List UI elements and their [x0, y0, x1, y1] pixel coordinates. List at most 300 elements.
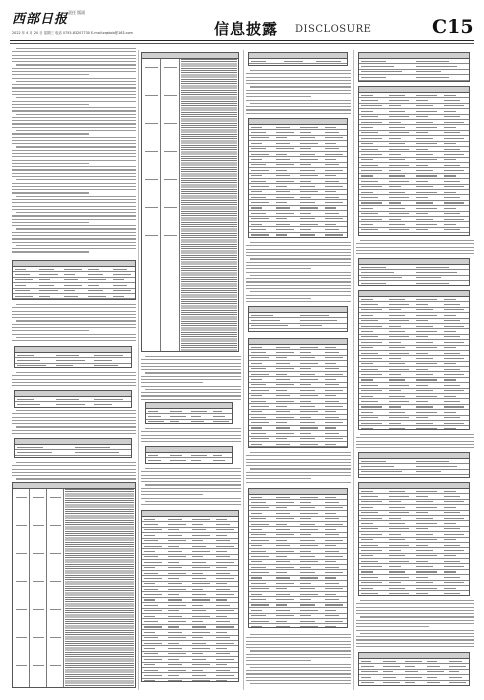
table-cell-text	[216, 643, 234, 644]
table-cell-text	[361, 666, 374, 667]
table-cell-text	[39, 290, 57, 291]
table-cell-text	[389, 555, 406, 556]
text-line	[141, 395, 241, 396]
text-line	[12, 248, 136, 249]
table-cell-text	[325, 513, 336, 514]
table-row	[249, 64, 347, 66]
text-line	[141, 399, 241, 400]
table-cell-text	[325, 502, 340, 503]
table-cell-text	[251, 507, 269, 508]
table-cell-text	[276, 148, 294, 149]
table-cell-text	[389, 143, 406, 144]
table-cell-text	[64, 296, 79, 297]
table-cell-text	[416, 235, 433, 236]
text-line	[356, 636, 474, 637]
table-cell-text	[216, 551, 227, 552]
text-line	[12, 433, 136, 434]
data-table	[248, 52, 348, 66]
table-cell-text	[276, 545, 291, 546]
table-cell-text	[144, 535, 155, 536]
table-cell-text	[251, 213, 266, 214]
table-cell-text	[444, 159, 456, 160]
text-line	[12, 189, 136, 190]
table-cell-text	[389, 496, 410, 497]
table-cell-text	[191, 460, 201, 461]
table-cell-text	[15, 285, 26, 286]
table-row	[249, 624, 347, 628]
text-line	[246, 298, 311, 299]
table-row	[146, 420, 232, 424]
table-cell-text	[444, 186, 465, 187]
table-cell-text	[64, 279, 79, 280]
table-cell-text	[444, 326, 465, 327]
table-cell-text	[416, 111, 437, 112]
text-line	[141, 392, 241, 393]
table-cell-text	[444, 363, 456, 364]
table-cell-text	[325, 411, 336, 412]
text-line	[12, 169, 136, 170]
table-cell-text	[325, 224, 336, 225]
table-cell-text	[361, 550, 382, 551]
table-cell-text	[300, 577, 318, 578]
table-cell-text	[251, 599, 266, 600]
article-body	[141, 468, 241, 507]
table-cell-text	[389, 331, 406, 332]
text-line	[12, 120, 136, 121]
table-cell-text	[361, 379, 373, 380]
table-cell-text	[416, 326, 433, 327]
table-cell-text	[325, 154, 343, 155]
table-cell-text	[191, 416, 201, 417]
table-cell-text	[361, 423, 382, 424]
text-line	[246, 472, 351, 473]
table-cell-text	[383, 671, 393, 672]
table-cell-text	[416, 466, 457, 467]
table-cell-text	[168, 583, 182, 584]
table-cell-text	[416, 105, 433, 106]
table-cell-text	[389, 192, 406, 193]
table-cell-text	[427, 666, 440, 667]
data-table	[358, 258, 470, 286]
table-cell-text	[192, 632, 210, 633]
text-line	[12, 133, 89, 134]
table-cell-text	[389, 363, 406, 364]
table-cell-text	[444, 518, 465, 519]
table-cell-text	[300, 567, 311, 568]
table-cell-text	[405, 661, 422, 662]
table-cell-text	[56, 399, 79, 400]
table-cell-text	[444, 571, 456, 572]
table-cell-text	[416, 71, 441, 72]
table-cell-text	[325, 395, 336, 396]
table-cell-text	[325, 357, 343, 358]
text-line	[12, 430, 136, 431]
table-cell-text	[405, 671, 418, 672]
table-cell-text	[276, 406, 287, 407]
table-cell-text	[427, 661, 437, 662]
table-cell-text	[300, 615, 311, 616]
table-cell-text	[444, 534, 465, 535]
table-cell-text	[300, 127, 318, 128]
text-line	[12, 225, 136, 226]
table-cell-text	[216, 616, 227, 617]
table-cell-text	[444, 561, 461, 562]
table-cell-text	[216, 573, 230, 574]
table-cell-text	[168, 519, 182, 520]
data-table	[141, 510, 239, 682]
text-line	[246, 644, 351, 645]
table-cell-text	[17, 399, 34, 400]
text-line	[12, 311, 136, 312]
text-line	[12, 176, 136, 177]
table-cell-text	[444, 582, 465, 583]
table-cell-text	[276, 401, 294, 402]
column-divider	[353, 50, 354, 690]
text-line	[16, 196, 136, 197]
text-line	[12, 417, 136, 418]
table-cell-text	[325, 626, 336, 627]
table-cell-text	[216, 675, 234, 676]
table-cell-text	[148, 416, 161, 417]
table-cell-text	[389, 208, 406, 209]
article-body	[141, 428, 241, 444]
table-cell-text	[251, 347, 262, 348]
table-cell-text	[361, 277, 402, 278]
table-cell-text	[64, 285, 82, 286]
table-cell-text	[325, 417, 340, 418]
table-cell-text	[251, 577, 262, 578]
table-cell-text	[33, 665, 44, 666]
table-cell-text	[361, 304, 378, 305]
table-cell-text	[192, 540, 203, 541]
table-cell-text	[251, 567, 266, 568]
text-line	[356, 253, 474, 254]
table-cell-text	[251, 197, 266, 198]
section-title: 信息披露	[214, 20, 279, 38]
table-cell-text	[276, 218, 287, 219]
text-line	[12, 74, 89, 75]
table-cell-text	[144, 659, 162, 660]
table-cell-text	[251, 374, 269, 375]
table-cell-text	[416, 471, 441, 472]
table-cell-text	[168, 653, 186, 654]
table-cell-text	[276, 207, 291, 208]
table-cell-text	[168, 616, 182, 617]
table-cell-text	[405, 677, 422, 678]
table-cell-text	[361, 593, 378, 594]
table-cell-text	[144, 594, 162, 595]
text-line	[141, 498, 241, 499]
table-cell-text	[276, 417, 294, 418]
table-cell-text	[325, 374, 343, 375]
table-cell-text	[300, 411, 318, 412]
table-cell-text	[192, 573, 203, 574]
table-cell-text	[444, 197, 461, 198]
table-cell-text	[389, 396, 406, 397]
table-cell-text	[251, 390, 269, 391]
table-cell-text	[325, 610, 336, 611]
table-cell-text	[168, 626, 179, 627]
text-line	[250, 275, 351, 276]
table-cell-text	[300, 583, 311, 584]
text-line	[16, 48, 136, 49]
table-cell-text	[389, 299, 406, 300]
column-divider	[138, 50, 139, 690]
table-cell-text	[361, 588, 373, 589]
table-cell-text	[389, 423, 401, 424]
table-cell-text	[144, 524, 158, 525]
table-cell-text	[325, 347, 336, 348]
table-cell-text	[416, 342, 433, 343]
table-cell-text	[300, 422, 315, 423]
text-line	[250, 103, 351, 104]
table-cell-text	[361, 202, 382, 203]
table-cell-text	[361, 471, 402, 472]
text-line	[356, 603, 474, 604]
table-cell-text	[216, 562, 234, 563]
table-cell-text	[17, 355, 34, 356]
table-cell-text	[276, 363, 291, 364]
text-line	[16, 320, 136, 321]
table-cell-text	[145, 95, 158, 96]
table-cell-text	[251, 229, 266, 230]
table-cell-text	[144, 578, 162, 579]
data-table	[358, 52, 470, 82]
text-line	[16, 245, 136, 246]
table-cell-text	[276, 540, 287, 541]
table-cell-text	[251, 540, 269, 541]
table-cell-text	[361, 181, 378, 182]
table-cell-text	[361, 491, 373, 492]
table-cell-text	[444, 507, 456, 508]
table-cell-text	[325, 577, 336, 578]
table-cell-text	[251, 395, 262, 396]
table-cell-text	[444, 170, 465, 171]
table-cell-text	[416, 315, 437, 316]
table-cell-text	[444, 229, 461, 230]
data-table	[14, 390, 132, 408]
table-cell-text	[251, 411, 262, 412]
table-cell-text	[444, 336, 461, 337]
table-cell-text	[325, 197, 340, 198]
table-cell-text	[113, 269, 128, 270]
table-cell-text	[300, 218, 315, 219]
table-cell-text	[361, 566, 382, 567]
table-cell-text	[251, 583, 266, 584]
table-cell-text	[88, 296, 106, 297]
table-cell-text	[192, 556, 203, 557]
text-line	[12, 242, 136, 243]
table-cell-text	[361, 197, 378, 198]
table-row	[359, 591, 469, 596]
table-cell-text	[361, 100, 378, 101]
table-cell-text	[325, 218, 343, 219]
text-line	[12, 156, 136, 157]
table-cell-text	[444, 154, 465, 155]
table-cell-text	[276, 352, 294, 353]
table-cell-text	[168, 610, 179, 611]
table-column	[162, 59, 180, 351]
table-cell-text	[144, 562, 162, 563]
table-cell-text	[276, 507, 287, 508]
table-cell-text	[170, 460, 186, 461]
article-body	[246, 452, 351, 485]
text-line	[246, 660, 311, 661]
table-cell-text	[361, 534, 382, 535]
table-cell-text	[361, 406, 382, 407]
table-cell-text	[416, 496, 428, 497]
table-cell-text	[251, 331, 273, 332]
text-line	[356, 247, 474, 248]
table-cell-text	[449, 661, 462, 662]
table-cell-text	[251, 234, 269, 235]
text-line	[246, 245, 351, 246]
table-cell-text	[75, 447, 110, 448]
text-line	[12, 222, 89, 223]
text-line	[16, 426, 136, 427]
text-line	[250, 683, 351, 684]
table-cell-text	[251, 551, 266, 552]
table-cell-text	[416, 539, 437, 540]
table-cell-text	[449, 677, 462, 678]
table-cell-text	[168, 524, 186, 525]
text-line	[16, 146, 136, 147]
table-cell-text	[300, 427, 318, 428]
table-cell-text	[192, 519, 210, 520]
table-cell-text	[444, 224, 456, 225]
table-cell-text	[192, 643, 206, 644]
table-cell-text	[33, 609, 44, 610]
table-cell-text	[383, 677, 396, 678]
text-line	[12, 55, 136, 56]
table-cell-text	[16, 497, 27, 498]
table-cell-text	[16, 525, 27, 526]
table-cell-text	[325, 170, 343, 171]
table-cell-text	[416, 528, 428, 529]
text-line	[356, 623, 474, 624]
table-cell-text	[300, 224, 318, 225]
table-cell-text	[300, 513, 318, 514]
table-cell-text	[325, 137, 343, 138]
table-cell-text	[389, 528, 410, 529]
table-cell-text	[33, 637, 44, 638]
table-cell-text	[251, 181, 266, 182]
table-cell-text	[144, 567, 155, 568]
text-line	[12, 101, 136, 102]
table-cell-text	[88, 269, 99, 270]
table-cell-text	[216, 680, 227, 681]
table-cell-text	[144, 610, 162, 611]
table-cell-text	[50, 497, 61, 498]
table-cell-text	[325, 507, 343, 508]
table-cell-text	[216, 632, 227, 633]
table-cell-text	[325, 604, 343, 605]
text-line	[16, 410, 136, 411]
table-cell-text	[300, 374, 315, 375]
table-cell-text	[192, 605, 203, 606]
table-cell-text	[300, 518, 311, 519]
table-cell-text	[416, 358, 433, 359]
table-cell-text	[216, 578, 234, 579]
text-line	[360, 434, 474, 435]
table-cell-text	[325, 561, 336, 562]
table-cell-text	[389, 213, 410, 214]
table-cell-text	[251, 379, 262, 380]
table-cell-text	[444, 523, 456, 524]
data-table	[145, 402, 233, 424]
table-cell-text	[191, 455, 207, 456]
table-cell-text	[325, 572, 343, 573]
table-cell-text	[389, 315, 406, 316]
table-cell-text	[416, 229, 428, 230]
table-cell-text	[361, 170, 382, 171]
text-line	[246, 285, 351, 286]
table-cell-text	[416, 181, 428, 182]
text-line	[16, 212, 136, 213]
table-cell-text	[276, 202, 287, 203]
text-line	[141, 379, 241, 380]
text-line	[246, 249, 351, 250]
table-cell-text	[216, 519, 227, 520]
table-cell-text	[444, 491, 456, 492]
table-cell-text	[389, 534, 401, 535]
table-cell-text	[15, 290, 30, 291]
table-cell-text	[164, 151, 177, 152]
text-line	[12, 94, 136, 95]
table-cell-text	[300, 352, 311, 353]
table-cell-text	[361, 132, 378, 133]
table-cell-text	[300, 132, 311, 133]
table-cell-text	[300, 502, 311, 503]
table-cell-text	[325, 534, 340, 535]
table-cell-text	[276, 615, 294, 616]
table-cell-text	[251, 325, 288, 326]
table-cell-text	[276, 604, 287, 605]
table-cell-text	[325, 438, 343, 439]
table-cell-text	[300, 159, 318, 160]
table-cell-text	[17, 457, 61, 458]
table-cell-text	[251, 572, 269, 573]
table-cell-text	[416, 550, 433, 551]
table-cell-text	[389, 550, 401, 551]
text-line	[141, 441, 241, 442]
table-cell-text	[300, 229, 311, 230]
table-cell-text	[444, 320, 461, 321]
table-cell-text	[444, 593, 461, 594]
table-cell-text	[145, 179, 158, 180]
text-line	[12, 173, 136, 174]
table-cell-text	[50, 665, 61, 666]
table-cell-text	[325, 556, 343, 557]
text-line	[16, 97, 136, 98]
table-cell-text	[325, 234, 343, 235]
text-line	[12, 166, 136, 167]
table-cell-text	[168, 562, 179, 563]
table-cell-text	[168, 643, 179, 644]
text-line	[16, 337, 136, 338]
table-cell-text	[389, 518, 401, 519]
table-cell-text	[325, 127, 336, 128]
table-cell-text	[416, 175, 437, 176]
table-cell-text	[192, 670, 203, 671]
table-cell-text	[361, 175, 373, 176]
text-line	[12, 469, 136, 470]
table-cell-text	[276, 164, 294, 165]
table-cell-text	[389, 512, 410, 513]
table-cell-text	[300, 604, 315, 605]
table-cell-text	[325, 540, 343, 541]
table-cell-text	[416, 461, 449, 462]
